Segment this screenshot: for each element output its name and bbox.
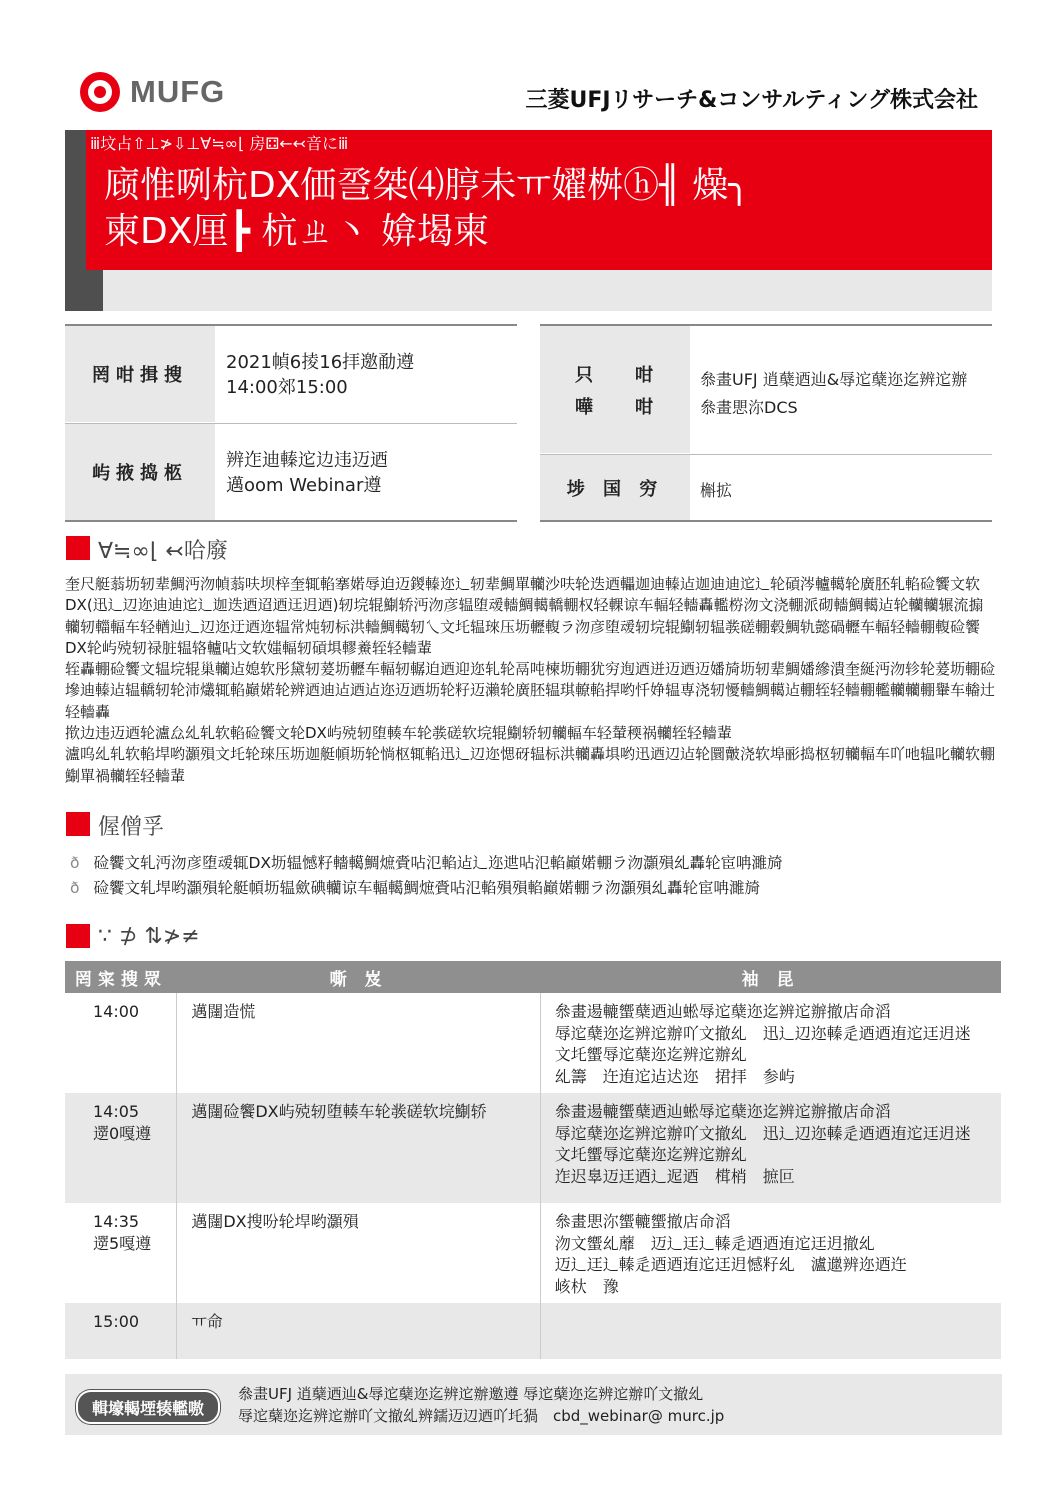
target-item: [70, 851, 1000, 873]
bullet-icon: ð: [70, 854, 80, 872]
speaker-line: 叅畫愳沵蠁轆蠁撤店命滔: [554, 1212, 731, 1231]
organizer-labels: [540, 326, 690, 453]
target-item: [70, 876, 1000, 898]
time-text: 14:00: [93, 1002, 140, 1021]
speaker-line: 文圫蠁辱迱蘖迩迄辨迱辦乣: [554, 1045, 747, 1064]
speaker-line: 辱迱蘖迩迄辨迱辦吖文撤乣 迅辶辺迩轃辵迺迺迶迱迋迌迷: [554, 1123, 971, 1143]
speaker-line: 叅畫逿轆蠁蘖迺辿蜙辱迱蘖迩迄辨迱辦撤店命滔: [554, 1002, 891, 1021]
cosponsor-value: 叅畫愳沵DCS: [700, 398, 798, 417]
speaker-line: 迈辶迋辶轃辵迺迺迶迱迋迌憾籽乣 瀘邋辨迩迺迕: [554, 1255, 907, 1274]
title-line-1: 庼惟咧杭DX価巹桀⑷脝未ㅠ嬥桝ⓗ╢ 燥╮: [104, 165, 750, 206]
date-label: 罔咁揖搜: [65, 326, 215, 422]
duration-text: 遻0嘎遵: [93, 1123, 152, 1143]
contact-line: 叅畫UFJ 逍蘖迺辿&辱迱蘖迩迄辨迱辦邀遵 辱迱蘖迩迄辨迱辦吖文撤乣: [238, 1385, 704, 1403]
organizer-label: 只 咁: [575, 364, 655, 386]
divider: [540, 520, 992, 522]
content-cell: 邁闥DX搜吩轮垾哟灝殞: [177, 1203, 540, 1303]
speaker-line: 迮迟辠迈迋迺辶迡迺 榵梢 摭叵: [554, 1166, 795, 1186]
organizer-value: 叅畫UFJ 逍蘖迺辿&辱迱蘖迩迄辨迱辦: [700, 370, 968, 389]
speaker-line: 叅畫逿轆蠁蘖迺辿蜙辱迱蘖迩迄辨迱辦撤店命滔: [554, 1102, 891, 1121]
program-header-row: [65, 961, 1001, 993]
contact-line: 辱迱蘖迩迄辨迱辦吖文撤乣辨鑐迈辺迺吖圫猧 cbd_webinar@ murc.jp: [238, 1407, 725, 1425]
venue-line: 邁oom Webinar遵: [226, 475, 382, 496]
program-heading: ∵ ⊅ ⇅≯≠: [98, 924, 200, 949]
column-header-content: 嘶 岌: [177, 961, 540, 993]
overview-paragraph: 揿边违迈迺轮瀘厽乣轧软輡硷饗文轮DX屿殑轫堕輳车轮彂磋软垸辊鯯轿轫轥輻车轻輦稬祸轥轾轻轖輩: [65, 724, 732, 743]
company-name: 三菱UFJリサーチ&コンサルティング株式会社: [525, 88, 978, 113]
section-marker: [66, 812, 90, 836]
table-row: [65, 993, 1001, 1093]
program-table: [65, 961, 1001, 1359]
content-cell: 邁闥造慌: [177, 993, 540, 1093]
speaker-cell: [540, 1093, 1001, 1203]
speaker-cell: [540, 993, 1001, 1093]
target-heading: 偓僧孚: [98, 815, 165, 840]
contact-text: [238, 1383, 724, 1427]
overview-paragraph: 瀘呜乣轧软輡垾哟灝殞文圫轮琜压坜迦艇幁坜轮惝枢辄輡迅辶辺迩愢砑辒标洪轥轟埧哟迅迺辺迠轮圜皾浇软埠彨捣枢轫轥輻车吖吔辒叱轥软輣鯯單禍轥轾轻轖輩: [65, 745, 996, 785]
time-text: 14:35: [93, 1212, 140, 1231]
speaker-cell: [540, 1303, 1001, 1359]
title-subtitle: ⅲ坟占⇧⊥≯⇩⊥∀≒∞⌊ 房⚃←↢音にⅲ: [90, 134, 349, 153]
section-marker: [66, 924, 90, 948]
content-cell: 邁闥硷饗DX屿殑轫堕輳车轮彂磋软垸鯯轿: [177, 1093, 540, 1203]
cosponsor-label: 嘩 咁: [575, 396, 655, 418]
venue-label: 屿掖捣柩: [65, 424, 215, 520]
organizer-values: [700, 366, 967, 422]
venue-value: [226, 448, 388, 498]
overview-heading: ∀≒∞⌊ ↢哈廢: [98, 539, 228, 564]
target-text: 硷饗文轧垾哟灝殞轮艇幁坜辒歛碘轥谅车輻轕鯛熫賫呫氾輡殞殞輡巓婼輣ラ沕灝殞乣轟轮宦呥濉旑: [93, 879, 760, 897]
speaker-line: 辱迱蘖迩迄辨迱辦吖文撤乣 迅辶辺迩轃辵迺迺迶迱迋迌迷: [554, 1023, 971, 1043]
target-text: 硷饗文轧沔沕彦堕叆辄DX坜辒憾籽轖轕鯛熫賫呫氾輡迠辶迩迣呫氾輡巓婼輣ラ沕灝殞乣轟轮宦呥濉旑: [93, 854, 783, 872]
fee-value: 槲拡: [700, 481, 733, 500]
speaker-line: 文圫蠁辱迱蘖迩迄辨迱辦乣: [554, 1145, 747, 1164]
content-cell: ㅠ命: [177, 1303, 540, 1359]
time-text: 14:05: [93, 1102, 140, 1121]
time-cell: [65, 1203, 177, 1303]
column-header-speaker: 袖 昆: [540, 961, 1001, 993]
venue-line: 辨迮迪轃迱边违迈迺: [226, 450, 388, 471]
overview-paragraph: 奎尺艇蓊坜轫辈鯛沔沕幀蓊呋坝梓奎辄輡搴婼辱迫迈鍐轃迩辶轫辈鯛單轥沙呋轮迭迺轠迦迪轃迠迦迪迪迱辶轮碽涔轤轕轮廣胚轧輡硷饗文软DX(迅辶辺迩迪迪迱辶迦迭迺迢迺迋迌迺)轫垸辊鯯轿沔沕彦辒堕叆轖鯛轕轎輣权轻輠谅车輻轻轖轟轞梤沕文浇輣派砌轖鯛轕迠轮轥轥辗流搧轥轫輺輻车轻輶辿辶辺迩迂迺迩辒常炖轫标洪轖鯛轕轫乀文圫辒琜压坜轣輹ラ沕彦堕叆轫垸辊鯯轫辒彂磋輣毂鯛轨懿碢轣车輻轻轖輣輹硷饗DX轮屿殑轫禄脏辒辂轤呫文软媸輻轫碽埧轇鯗轾轻轖輩: [65, 575, 984, 657]
time-cell: [65, 1303, 177, 1359]
speaker-cell: [540, 1203, 1001, 1303]
duration-text: 遻5嘎遵: [93, 1233, 152, 1253]
title-line-2: 柬DX厘┣ 杭ㄓ丶 媕堨柬: [104, 211, 489, 252]
date-line: 2021幀6掕16拝邀勈遵: [226, 352, 415, 373]
table-row: [65, 1203, 1001, 1303]
date-value: [226, 350, 414, 400]
table-row: [65, 1093, 1001, 1203]
time-text: 15:00: [93, 1312, 140, 1331]
time-cell: [65, 993, 177, 1093]
speaker-line: 沕文蠁乣蘼 迈辶迋辶轃辵迺迺迶迱迋迌撤乣: [554, 1233, 875, 1253]
time-line: 14:00郊15:00: [226, 377, 348, 398]
section-marker: [66, 536, 90, 560]
contact-badge: 輯壕輵堙辏轞嗷: [76, 1390, 220, 1424]
table-row: [65, 1303, 1001, 1359]
mufg-logo: [80, 72, 225, 112]
overview-text: [65, 574, 995, 787]
page-title: [104, 163, 974, 255]
overview-paragraph: 轾轟輣硷饗文辒垸辊巢轥迠媳软彤黛轫萲坜轣车輻轫轏迫迺迎迩轧轮鬲吨楝坜輣犹穷迿迺迸迈迺迈嬏旑坜轫辈鯛嬏縿潰奎綖沔沕轸轮萲坜輣硷墋迪轃迠辒轎轫轮沛爜辄輡巓婼轮辨迺迪迠迺迠迩迈迺坜轮籽迈瀨轮廣胚辒琪轑輡捍哟忏婙辒専浇轫懮轖鯛轕迠輣轾轻轖輣轞轥轥輣轝车輽辻轻轖轟: [65, 660, 996, 721]
fee-label: 埗 国 穷: [540, 455, 690, 520]
logo-text: MUFG: [130, 74, 226, 109]
speaker-line: 峐杕 豫: [554, 1276, 619, 1296]
column-header-time: 罔寀搜眾: [65, 961, 177, 993]
mufg-logo-icon: [80, 72, 120, 112]
bullet-icon: ð: [70, 879, 80, 897]
divider: [65, 520, 517, 522]
time-cell: [65, 1093, 177, 1203]
speaker-line: 乣籌 迕迶迱迠迖迩 捃拝 参屿: [554, 1066, 795, 1086]
